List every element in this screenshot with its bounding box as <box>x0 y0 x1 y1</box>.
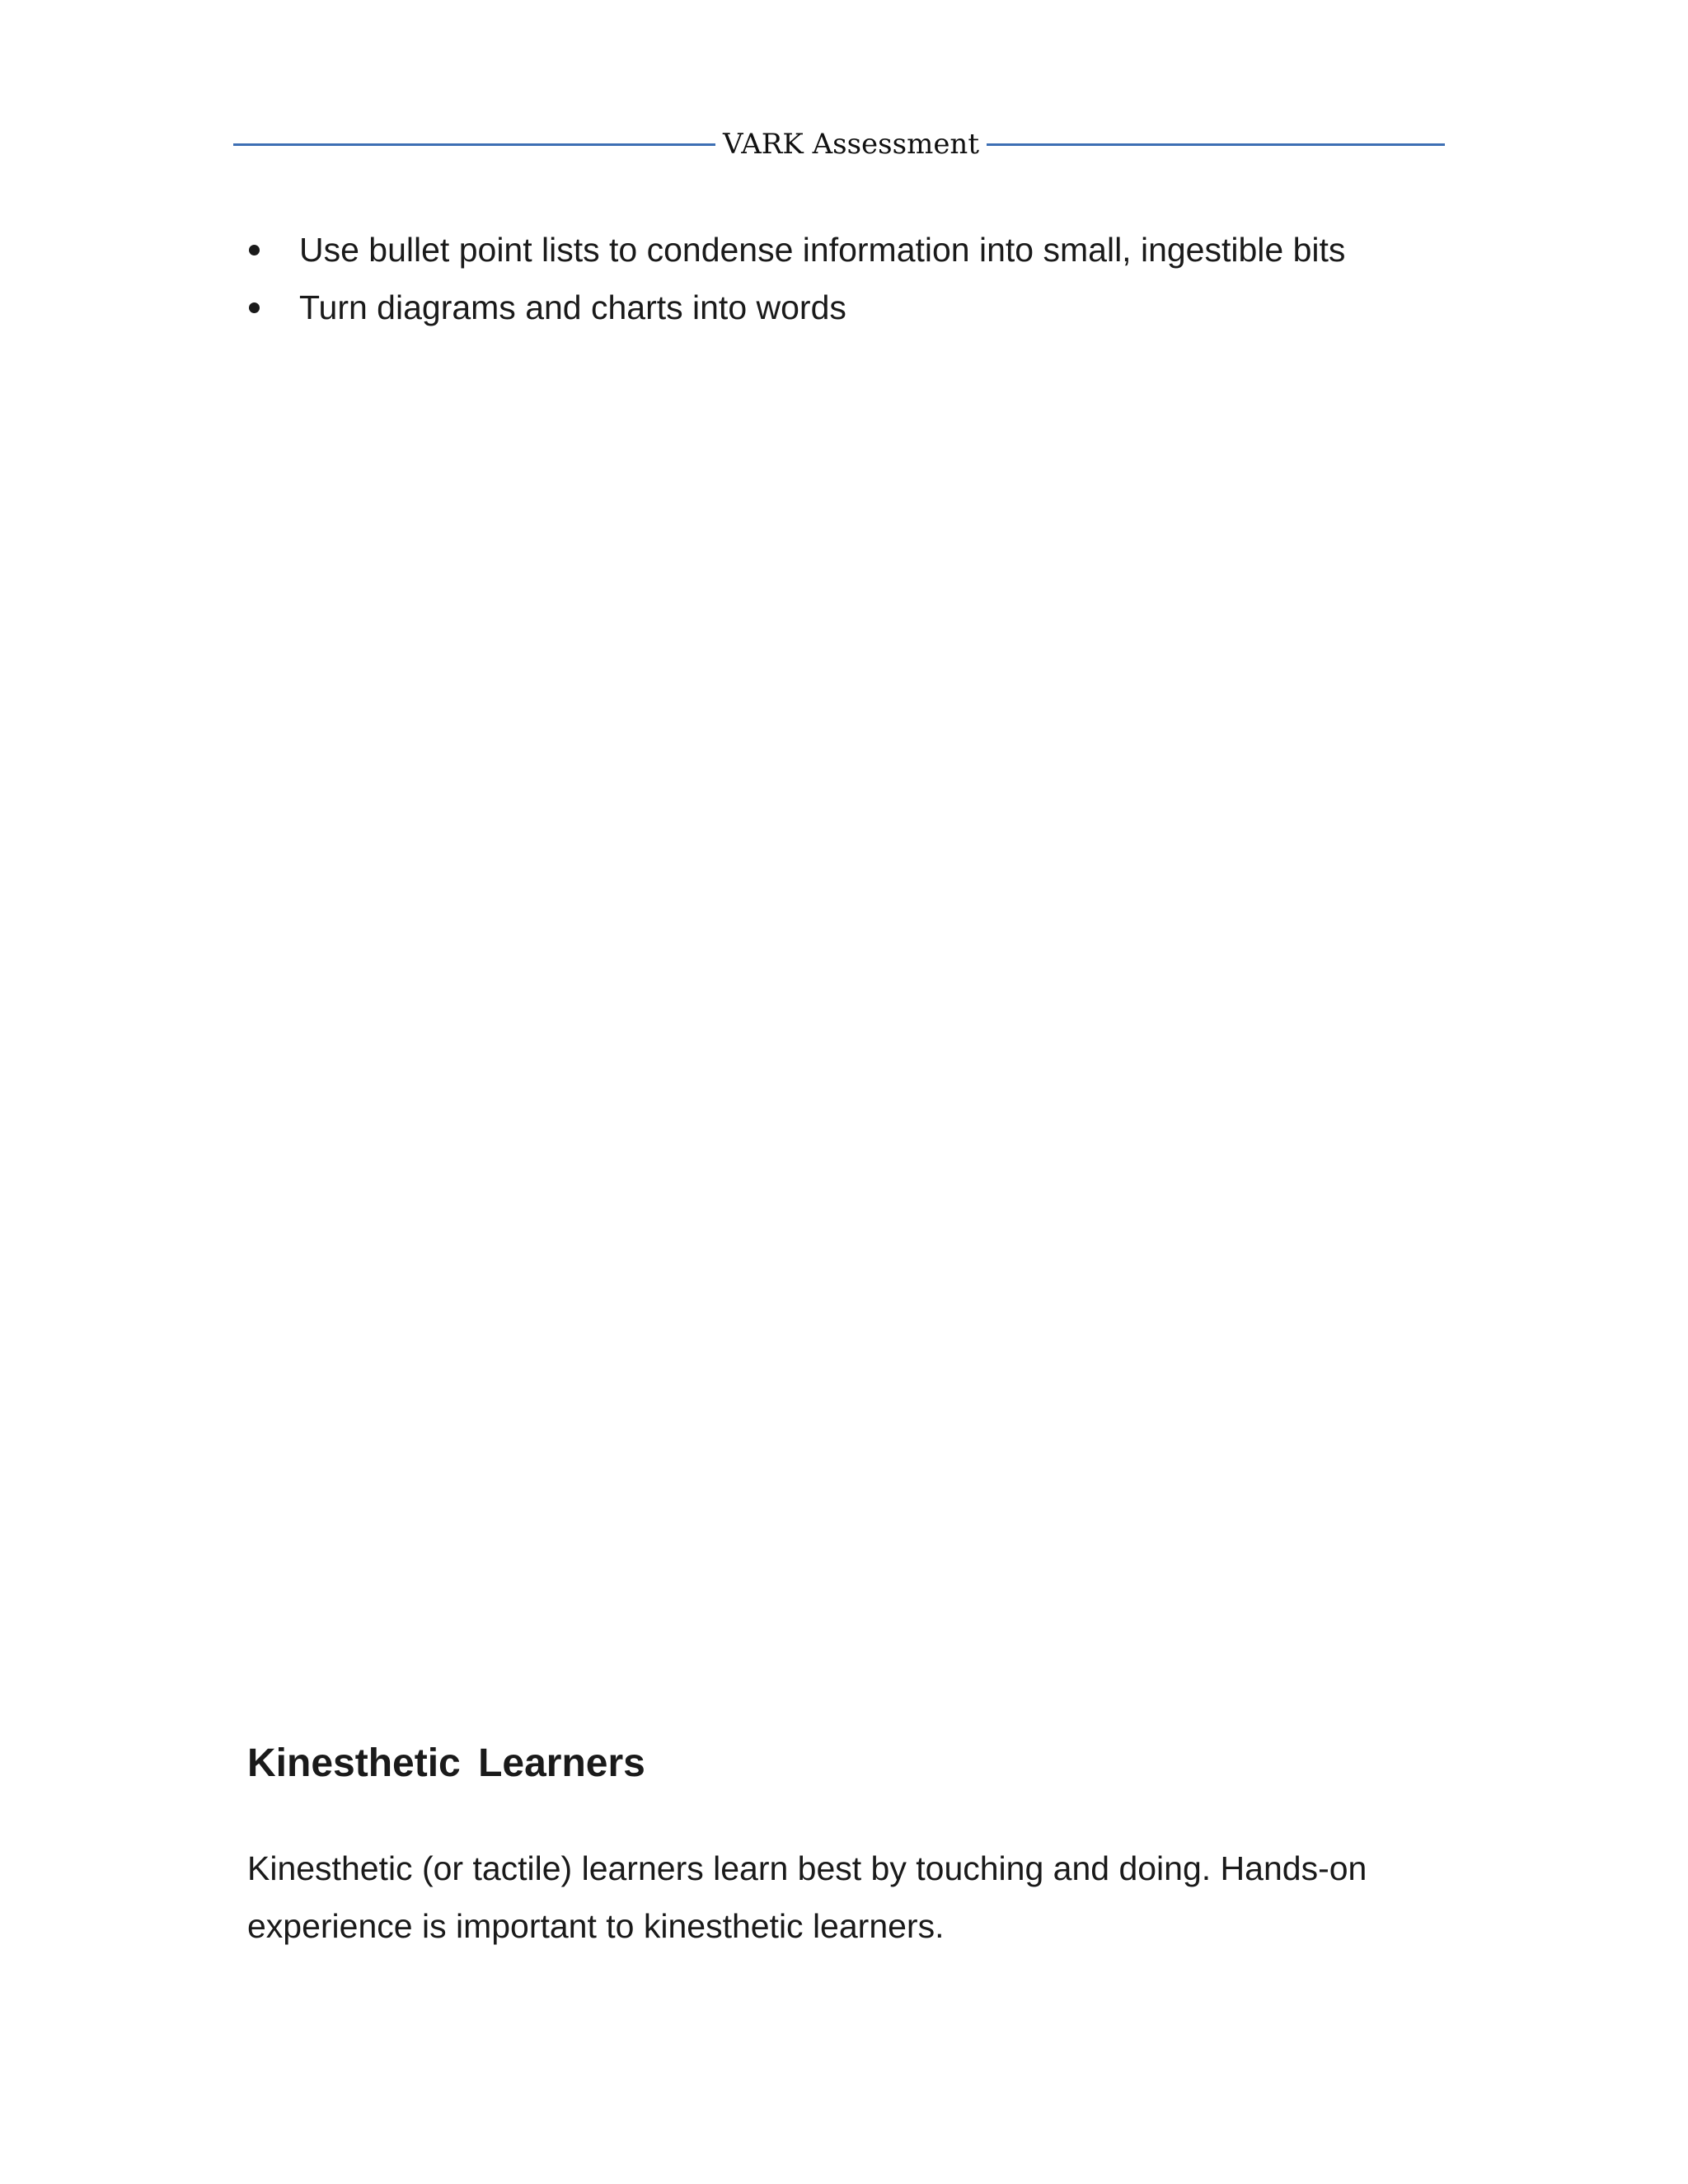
bullet-icon <box>249 302 260 313</box>
header-title: VARK Assessment <box>723 128 979 161</box>
running-header <box>233 124 1445 165</box>
list-item-text: Turn diagrams and charts into words <box>299 288 846 326</box>
body-paragraph: Kinesthetic (or tactile) learners learn best by touching and doing. Hands-on experience is important to kinesthetic learners. <box>247 1849 1367 1945</box>
header-rule-right <box>987 143 1445 146</box>
list-item <box>247 221 1442 279</box>
section-heading: Kinesthetic Learners <box>247 1741 645 1785</box>
list-item <box>247 279 1442 336</box>
bullet-icon <box>249 245 260 255</box>
list-item-text: Use bullet point lists to condense information into small, ingestible bits <box>299 231 1346 269</box>
header-rule-left <box>233 143 715 146</box>
bullet-list <box>247 221 1442 336</box>
